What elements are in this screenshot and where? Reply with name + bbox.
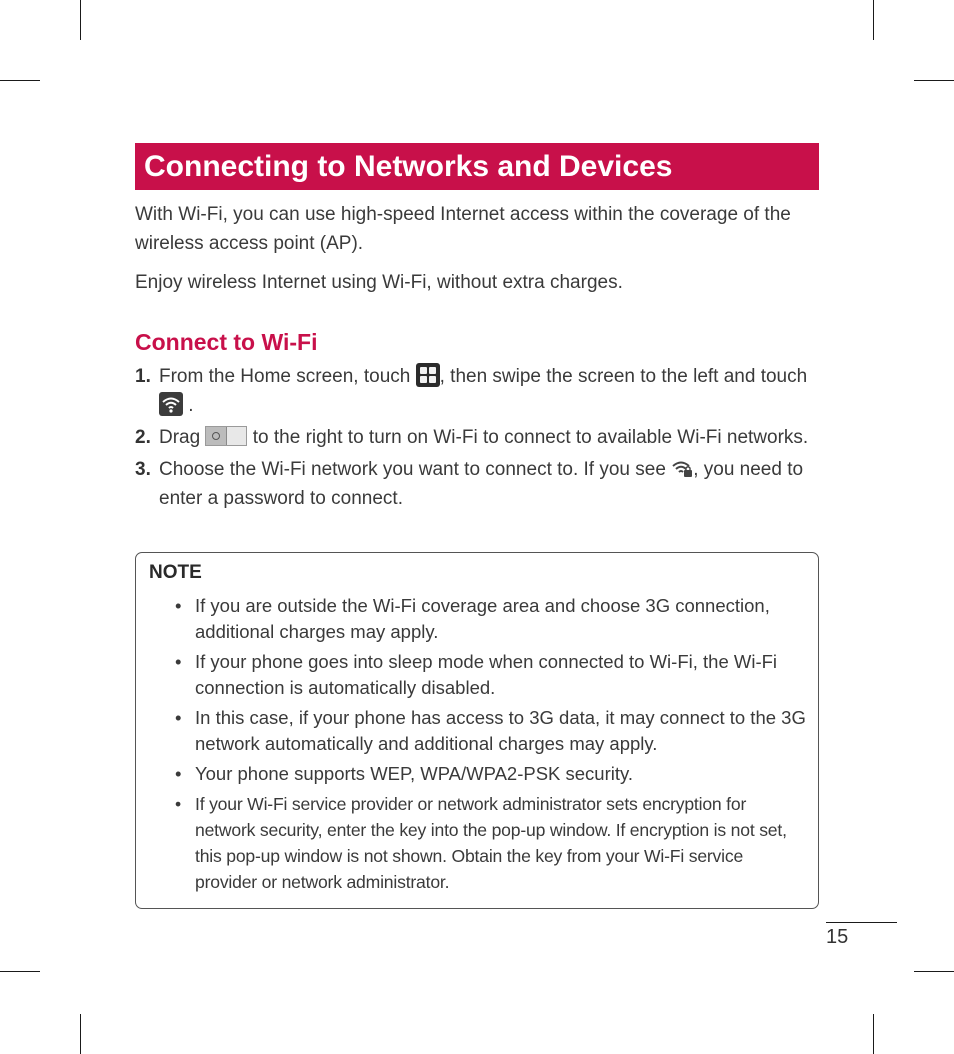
- note-item: [136, 649, 818, 701]
- step-text: to the right to turn on Wi-Fi to connect to available Wi-Fi networks.: [247, 427, 809, 448]
- wifi-settings-icon: [159, 392, 183, 416]
- note-label: NOTE: [149, 562, 202, 583]
- bullet: •: [175, 794, 181, 814]
- steps-list: [135, 362, 825, 516]
- note-text: In this case, if your phone has access to 3G data, it may connect to the 3G network automatically and additional charges may apply.: [195, 707, 806, 754]
- bullet: •: [175, 651, 182, 672]
- crop-mark: [914, 971, 954, 972]
- note-item: [136, 791, 818, 895]
- step-item: [135, 455, 825, 513]
- crop-mark: [80, 0, 81, 40]
- step-text: Choose the Wi-Fi network you want to connect to. If you see: [159, 459, 672, 480]
- step-text: Drag: [159, 427, 206, 448]
- crop-mark: [873, 1014, 874, 1054]
- step-text: .: [183, 395, 194, 416]
- crop-mark: [0, 971, 40, 972]
- step-text: , you need to enter a password to connect.: [159, 459, 804, 509]
- page-title: Connecting to Networks and Devices: [144, 149, 673, 183]
- intro-paragraph: Enjoy wireless Internet using Wi-Fi, without extra charges.: [135, 272, 623, 293]
- intro-paragraph: With Wi-Fi, you can use high-speed Internet access within the coverage of the wireless access point (AP).: [135, 204, 791, 254]
- note-text: Your phone supports WEP, WPA/WPA2-PSK security.: [195, 763, 634, 784]
- note-item: [136, 761, 818, 787]
- step-number: 3.: [135, 459, 151, 480]
- page-number: 15: [826, 926, 849, 948]
- note-item: [136, 705, 818, 757]
- step-number: 1.: [135, 366, 151, 387]
- bullet: •: [175, 595, 182, 616]
- secured-wifi-icon: [671, 458, 693, 478]
- step-item: [135, 423, 825, 452]
- crop-mark: [80, 1014, 81, 1054]
- crop-mark: [873, 0, 874, 40]
- bullet: •: [175, 707, 182, 728]
- note-text: If your Wi-Fi service provider or network administrator sets encryption for network security, enter the key into the pop-up window. If encryption is not set, this pop-up window is not shown. Obtain the key from your Wi-Fi service provider or network administrator.: [195, 794, 787, 892]
- note-text: If your phone goes into sleep mode when connected to Wi-Fi, the Wi-Fi connection is automatically disabled.: [195, 651, 778, 698]
- page-number-rule: [826, 922, 897, 923]
- note-list: [136, 593, 818, 899]
- note-box: [135, 552, 819, 909]
- step-text: , then swipe the screen to the left and touch: [439, 366, 808, 387]
- subsection-heading: Connect to Wi-Fi: [135, 329, 318, 355]
- bullet: •: [175, 763, 182, 784]
- note-item: [136, 593, 818, 645]
- section-title-bar: [135, 143, 819, 190]
- apps-icon: [416, 363, 440, 387]
- toggle-switch-icon: [205, 426, 247, 446]
- step-number: 2.: [135, 427, 151, 448]
- step-item: [135, 362, 825, 420]
- step-text: From the Home screen, touch: [159, 366, 416, 387]
- crop-mark: [0, 80, 40, 81]
- crop-mark: [914, 80, 954, 81]
- note-text: If you are outside the Wi-Fi coverage area and choose 3G connection, additional charges may apply.: [195, 595, 770, 642]
